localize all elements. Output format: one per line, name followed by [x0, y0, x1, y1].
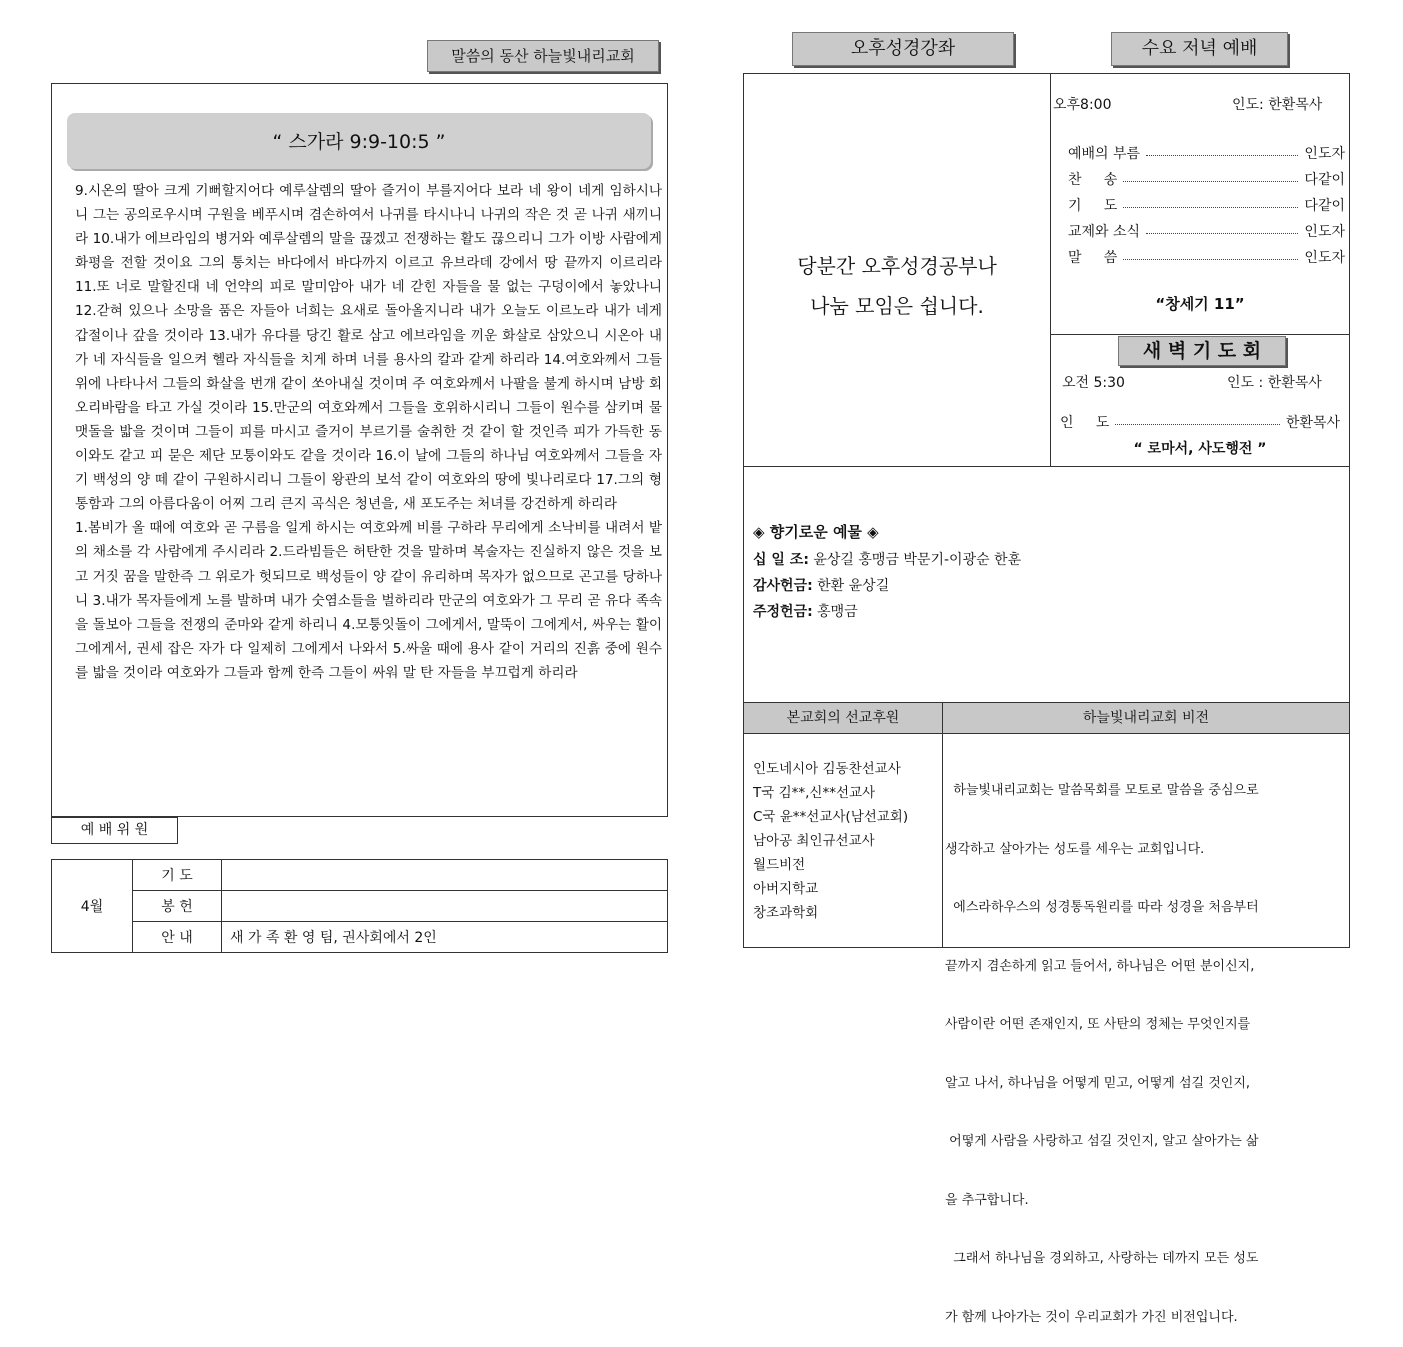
duty-value	[222, 891, 668, 922]
table-row	[52, 860, 668, 891]
scripture-title: “ 스가라 9:9-10:5 ”	[272, 131, 446, 153]
offering-names: 홍맹금	[812, 604, 858, 620]
afternoon-title: 오후성경강좌	[850, 38, 956, 59]
church-name: 말씀의 동산 하늘빛내리교회	[451, 47, 635, 65]
offering-row	[753, 599, 1021, 625]
church-name-tag	[427, 40, 659, 72]
order-who: 다같이	[1304, 198, 1345, 214]
duty-role: 기 도	[133, 860, 222, 891]
list-item: 인도네시아 김동찬선교사	[753, 761, 901, 777]
vision-line: 을 추구합니다.	[945, 1192, 1029, 1208]
vision-line: 하늘빛내리교회는 말씀목회를 모토로 말씀을 중심으로	[945, 783, 1259, 798]
afternoon-notice	[744, 246, 1050, 326]
dawn-text: “ 로마서, 사도행전 ”	[1133, 441, 1267, 457]
offering-section	[753, 519, 1021, 625]
offering-row	[753, 547, 1021, 573]
duty-role: 봉 헌	[133, 891, 222, 922]
scripture-paragraph-2: 1.봄비가 올 때에 여호와 곧 구름을 일게 하시는 여호와께 비를 구하라 무리에게 소낙비를 내려서 밭의 채소를 각 사람에게 주시리라 2.드라빔들은 허탄한 것을 말하며 복술자는 진실하지 않은 것을 보고 거짓 꿈을 말한즉 그 위로가 헛되므로 백성들이 양 같이 유리하며 목자가 없으므로 곤고를 당하나니 3.내가 목자들에게 노를 발하며 내가 숫염소들을 벌하리라 만군의 여호와가 그 무리 곧 유다 족속을 돌보아 그들을 전쟁의 준마와 같게 하리니 4.모퉁잇돌이 그에게서, 말뚝이 그에게서, 싸우는 활이 그에게서, 권세 잡은 자가 다 일제히 그에게서 나와서 5.싸울 때에 용사 같이 거리의 진흙 중에 원수를 밟을 것이라 여호와가 그들과 함께 한즉 그들이 싸워 말 탄 자들을 부끄럽게 하리라	[75, 520, 662, 681]
wednesday-text: “창세기 11”	[1155, 295, 1245, 313]
scripture-title-banner	[67, 113, 651, 169]
order-item: 교제와 소식	[1068, 224, 1141, 240]
scripture-body	[75, 179, 662, 685]
mission-list	[753, 757, 908, 925]
dawn-leader: 인도 : 한환목사	[1227, 375, 1322, 391]
order-item: 찬 송	[1068, 172, 1118, 188]
offering-names: 윤상길 홍맹금 박문기-이광순 한훈	[808, 552, 1022, 568]
list-item: 창조과학회	[753, 905, 819, 921]
vision-line: 사람이란 어떤 존재인지, 또 사탄의 정체는 무엇인지를	[945, 1017, 1251, 1032]
mission-header: 본교회의 선교후원	[786, 710, 900, 726]
dawn-time: 오전 5:30	[1062, 375, 1125, 391]
vision-line: 어떻게 사람을 사랑하고 섬길 것인지, 알고 살아가는 삶	[945, 1134, 1259, 1149]
dawn-item: 인 도	[1060, 415, 1110, 431]
order-row	[1068, 140, 1345, 166]
offering-label: 주정헌금:	[753, 604, 813, 620]
order-item: 말 씀	[1068, 250, 1118, 266]
order-who: 인도자	[1304, 146, 1345, 162]
divider	[1050, 73, 1051, 466]
list-item: 아버지학교	[753, 881, 819, 897]
list-item: 남아공 최인규선교사	[753, 833, 875, 849]
vision-line: 에스라하우스의 성경통독원리를 따라 성경을 처음부터	[945, 900, 1259, 915]
wednesday-tag	[1111, 32, 1288, 66]
vision-line: 알고 나서, 하나님을 어떻게 믿고, 어떻게 섬길 것인지,	[945, 1075, 1251, 1091]
afternoon-notice-line2: 나눔 모임은 쉽니다.	[810, 294, 984, 318]
wednesday-time: 오후8:00	[1053, 97, 1112, 113]
offering-label: 십 일 조:	[753, 552, 809, 568]
duty-role: 안 내	[133, 922, 222, 953]
offering-label: 감사헌금:	[753, 578, 813, 594]
list-item: T국 김**,신**선교사	[753, 785, 876, 801]
duty-label-box	[51, 817, 178, 844]
vision-text	[945, 742, 1347, 1347]
order-row	[1068, 192, 1345, 218]
dawn-tag	[1118, 336, 1286, 366]
duty-month: 4월	[52, 860, 133, 953]
duty-table	[51, 859, 668, 953]
vision-header: 하늘빛내리교회 비전	[1082, 710, 1210, 726]
table-row	[52, 891, 668, 922]
divider	[1050, 334, 1350, 335]
wednesday-order	[1068, 140, 1345, 270]
divider	[942, 703, 943, 948]
order-item: 예배의 부름	[1068, 146, 1141, 162]
divider	[743, 466, 1350, 467]
dawn-row	[1060, 409, 1340, 435]
duty-value	[222, 860, 668, 891]
list-item: 월드비전	[753, 857, 806, 873]
offering-names: 한환 윤상길	[812, 578, 890, 594]
scripture-paragraph-1: 9.시온의 딸아 크게 기뻐할지어다 예루살렘의 딸아 즐거이 부를지어다 보라 네 왕이 네게 임하시나니 그는 공의로우시며 구원을 베푸시며 겸손하여서 나귀를 타시나니 나귀의 작은 것 곧 나귀 새끼니라 10.내가 에브라임의 병거와 예루살렘의 말을 끊겠고 전쟁하는 활도 끊으리니 그가 이방 사람에게 화평을 전할 것이요 그의 통치는 바다에서 바다까지 이르고 유브라데 강에서 땅 끝까지 이르리라 11.또 너로 말할진대 네 언약의 피로 말미암아 내가 네 갇힌 자들을 물 없는 구덩이에서 놓았나니 12.갇혀 있으나 소망을 품은 자들아 너희는 요새로 돌아올지니라 내가 오늘도 이르노라 내가 네게 갑절이나 갚을 것이라 13.내가 유다를 당긴 활로 삼고 에브라임을 끼운 화살로 삼았으니 시온아 내가 네 자식들을 일으켜 헬라 자식들을 치게 하며 너를 용사의 칼과 같게 하리라 14.여호와께서 그들 위에 나타나서 그들의 화살을 번개 같이 쏘아내실 것이며 주 여호와께서 나팔을 불게 하시며 남방 회오리바람을 타고 가실 것이라 15.만군의 여호와께서 그들을 호위하시리니 그들이 원수를 삼키며 물맷돌을 밟을 것이며 그들이 피를 마시고 즐거이 부르기를 술취한 것 같이 할 것인즉 피가 가득한 동이와도 같고 피 묻은 제단 모퉁이와도 같을 것이라 16.이 날에 그들의 하나님 여호와께서 그들을 자기 백성의 양 떼 같이 구원하시리니 그들이 왕관의 보석 같이 여호와의 땅에 빛나리로다 17.그의 형통함과 그의 아름다움이 어찌 그리 큰지 곡식은 청년을, 새 포도주는 처녀를 강건하게 하리라	[75, 183, 662, 513]
order-row	[1068, 218, 1345, 244]
offering-title: ◈ 향기로운 예물 ◈	[753, 523, 879, 541]
wednesday-leader: 인도: 한환목사	[1232, 97, 1323, 113]
offering-row	[753, 573, 1021, 599]
order-who: 인도자	[1304, 250, 1345, 266]
order-item: 기 도	[1068, 198, 1118, 214]
afternoon-notice-line1: 당분간 오후성경공부나	[797, 254, 997, 278]
dawn-who: 한환목사	[1285, 415, 1340, 431]
order-row	[1068, 244, 1345, 270]
table-row	[52, 922, 668, 953]
order-who: 인도자	[1304, 224, 1345, 240]
duty-label: 예 배 위 원	[80, 822, 149, 838]
vision-line: 생각하고 살아가는 성도를 세우는 교회입니다.	[945, 841, 1205, 857]
order-row	[1068, 166, 1345, 192]
order-who: 다같이	[1304, 172, 1345, 188]
wednesday-title: 수요 저녁 예배	[1141, 38, 1258, 59]
dawn-title: 새 벽 기 도 회	[1142, 340, 1262, 362]
afternoon-tag	[792, 32, 1014, 66]
vision-line: 가 함께 나아가는 것이 우리교회가 가진 비전입니다.	[945, 1309, 1238, 1325]
duty-value: 새 가 족 환 영 팀, 권사회에서 2인	[222, 922, 668, 953]
vision-line: 그래서 하나님을 경외하고, 사랑하는 데까지 모든 성도	[945, 1251, 1259, 1266]
list-item: C국 윤**선교사(남선교회)	[753, 809, 909, 825]
vision-line: 끝까지 겸손하게 읽고 들어서, 하나님은 어떤 분이신지,	[945, 958, 1255, 974]
